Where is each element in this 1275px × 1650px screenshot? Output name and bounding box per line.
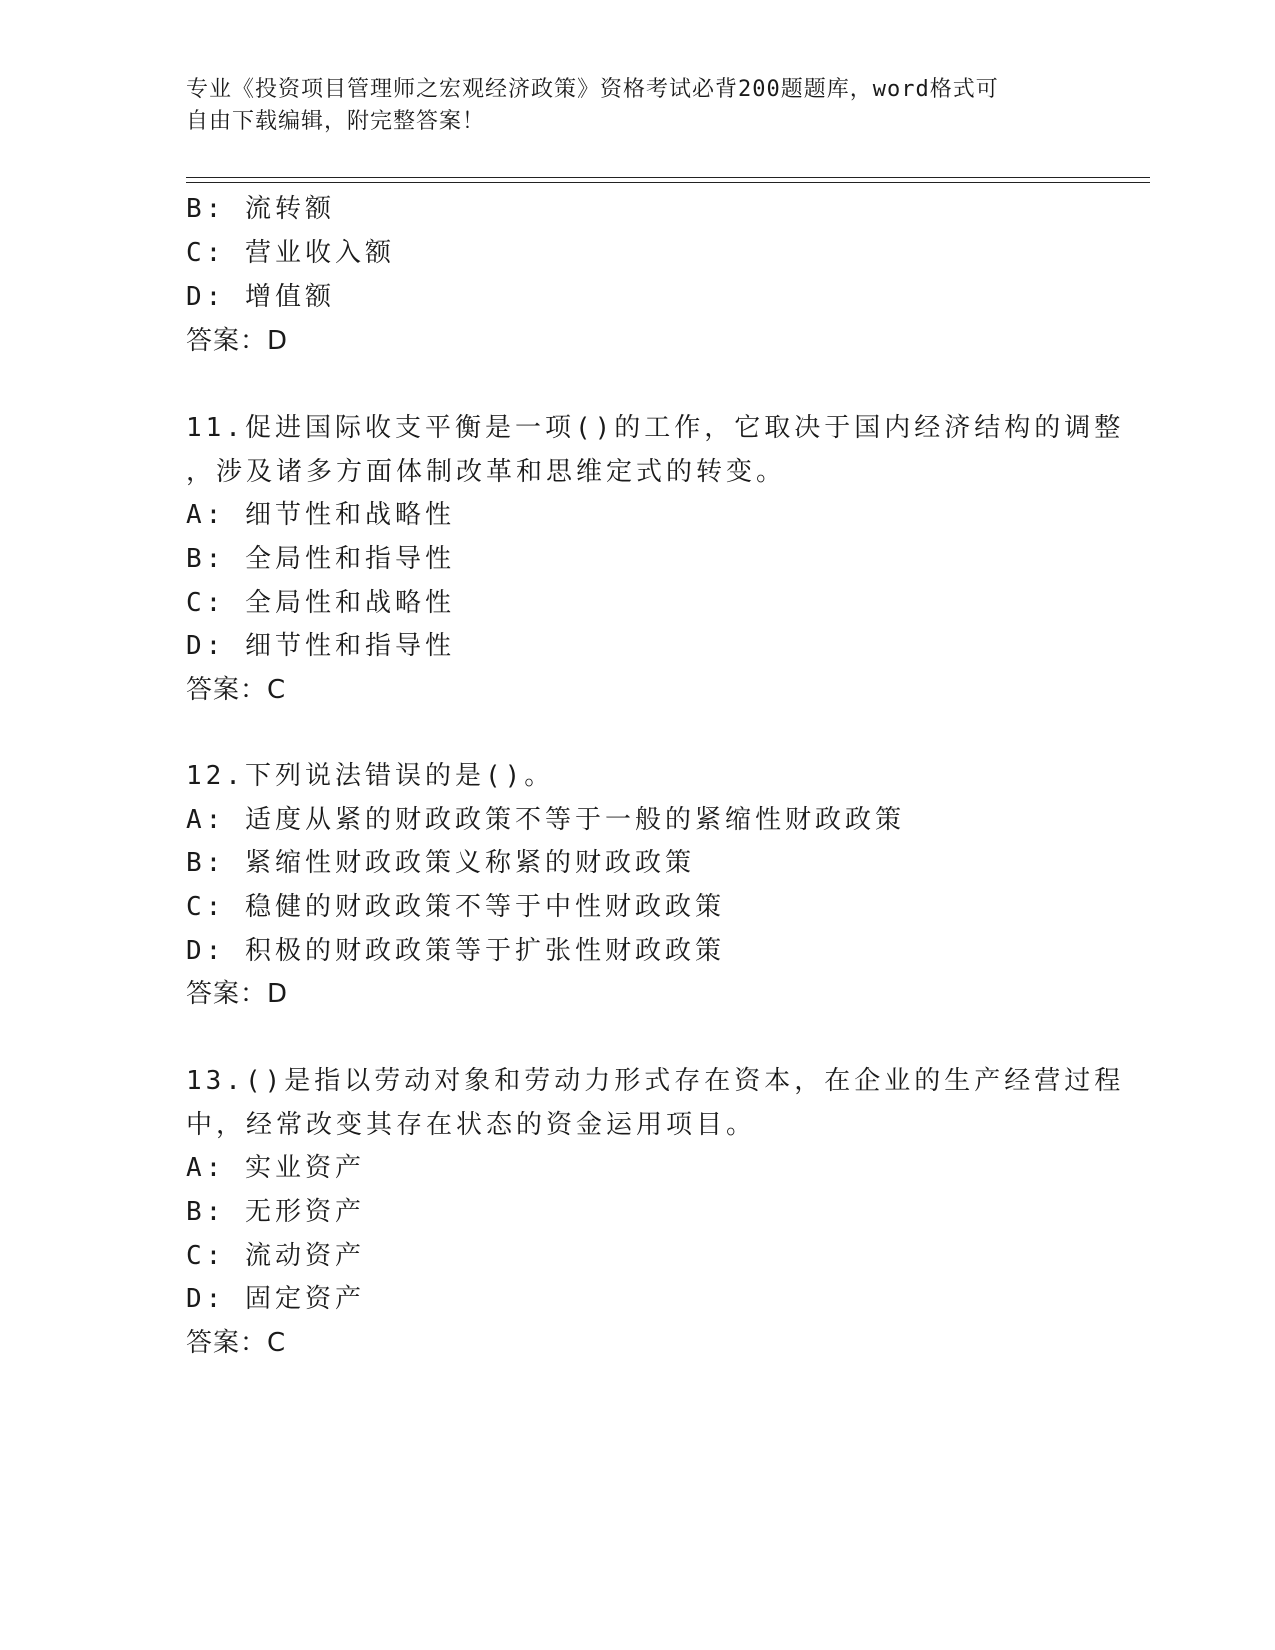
q11-stem-line-2: ，涉及诸多方面体制改革和思维定式的转变。: [186, 457, 787, 487]
q12-option-b: B: 紧缩性财政政策义称紧的财政政策: [186, 848, 695, 878]
q13-option-a: A: 实业资产: [186, 1153, 365, 1183]
header-rule-top: [186, 177, 1150, 178]
q13-stem-line-1: 13.()是指以劳动对象和劳动力形式存在资本，在企业的生产经营过程: [186, 1066, 1125, 1096]
document-header: [186, 74, 1066, 138]
header-rule-bottom: [186, 182, 1150, 183]
q12-option-c: C: 稳健的财政政策不等于中性财政政策: [186, 892, 725, 922]
q13-stem-line-2: 中，经常改变其存在状态的资金运用项目。: [186, 1110, 757, 1140]
q11-option-c: C: 全局性和战略性: [186, 588, 455, 618]
q11-answer: 答案：C: [186, 675, 287, 705]
q11-stem-line-1: 11.促进国际收支平衡是一项()的工作，它取决于国内经济结构的调整: [186, 413, 1125, 443]
q10-option-b: B: 流转额: [186, 194, 335, 224]
q10-option-d: D: 增值额: [186, 282, 335, 312]
q10-option-c: C: 营业收入额: [186, 238, 395, 268]
q11-option-a: A: 细节性和战略性: [186, 500, 455, 530]
q13-option-b: B: 无形资产: [186, 1197, 365, 1227]
header-line-2: 自由下载编辑，附完整答案！: [186, 109, 486, 134]
q11-option-d: D: 细节性和指导性: [186, 631, 455, 661]
q11-option-b: B: 全局性和指导性: [186, 544, 455, 574]
q12-option-a: A: 适度从紧的财政政策不等于一般的紧缩性财政政策: [186, 805, 905, 835]
q12-option-d: D: 积极的财政政策等于扩张性财政政策: [186, 936, 725, 966]
q13-option-d: D: 固定资产: [186, 1284, 365, 1314]
q12-stem-line-1: 12.下列说法错误的是()。: [186, 761, 555, 791]
q13-option-c: C: 流动资产: [186, 1241, 365, 1271]
header-line-1: 专业《投资项目管理师之宏观经济政策》资格考试必背200题题库，word格式可: [186, 77, 999, 102]
q10-answer: 答案：D: [186, 326, 289, 356]
q13-answer: 答案：C: [186, 1328, 287, 1358]
q12-answer: 答案：D: [186, 979, 289, 1009]
